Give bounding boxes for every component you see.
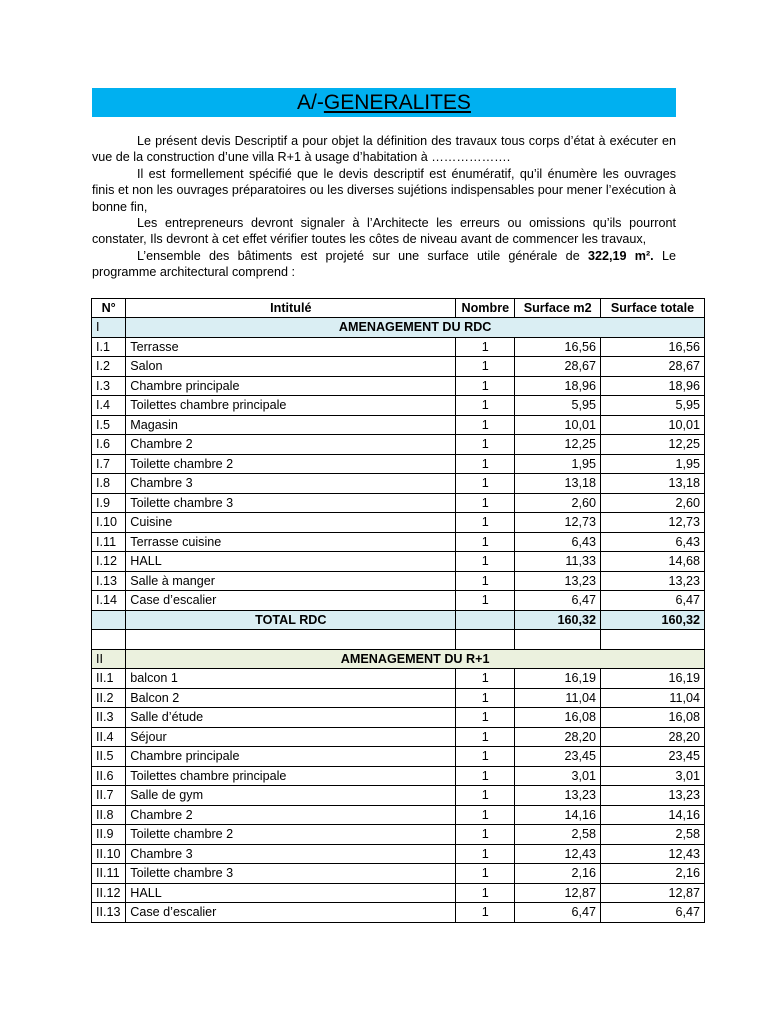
row-count: 1 bbox=[456, 883, 515, 903]
row-label: Chambre 2 bbox=[126, 435, 456, 455]
row-total: 16,19 bbox=[601, 669, 705, 689]
row-label: HALL bbox=[126, 552, 456, 572]
row-total: 16,08 bbox=[601, 708, 705, 728]
row-label: Chambre 3 bbox=[126, 844, 456, 864]
row-surface: 28,20 bbox=[515, 727, 601, 747]
row-surface: 2,58 bbox=[515, 825, 601, 845]
intro-paragraph-1: Le présent devis Descriptif a pour objet la définition des travaux tous corps d’état à exécuter en vue de la construction d’une villa R+1 à usage d’habitation à ………………. bbox=[92, 134, 676, 165]
table-row bbox=[92, 747, 705, 767]
row-num: II.6 bbox=[92, 766, 126, 786]
intro-paragraph-2: Il est formellement spécifié que le devis descriptif est énumératif, qu’il énumère les ouvrages finis et non les ouvrages préparatoires ou les diverses sujétions indispensables pour mener l’exécution à bonne fin, bbox=[92, 166, 676, 214]
table-row bbox=[92, 766, 705, 786]
row-count: 1 bbox=[456, 493, 515, 513]
row-surface: 16,56 bbox=[515, 337, 601, 357]
row-count: 1 bbox=[456, 688, 515, 708]
row-num: II.7 bbox=[92, 786, 126, 806]
row-total: 12,25 bbox=[601, 435, 705, 455]
header-total: Surface totale bbox=[601, 299, 705, 318]
row-count: 1 bbox=[456, 357, 515, 377]
row-num: II.4 bbox=[92, 727, 126, 747]
row-total: 13,18 bbox=[601, 474, 705, 494]
row-label: Cuisine bbox=[126, 513, 456, 533]
row-surface: 14,16 bbox=[515, 805, 601, 825]
row-count: 1 bbox=[456, 864, 515, 884]
row-surface: 13,23 bbox=[515, 786, 601, 806]
row-num: I.6 bbox=[92, 435, 126, 455]
row-total: 6,43 bbox=[601, 532, 705, 552]
total-empty-cell bbox=[92, 610, 126, 630]
row-label: Toilette chambre 3 bbox=[126, 864, 456, 884]
row-surface: 2,16 bbox=[515, 864, 601, 884]
row-num: I.10 bbox=[92, 513, 126, 533]
row-label: Salle à manger bbox=[126, 571, 456, 591]
row-count: 1 bbox=[456, 454, 515, 474]
table-row bbox=[92, 474, 705, 494]
row-count: 1 bbox=[456, 376, 515, 396]
table-row bbox=[92, 337, 705, 357]
total-total: 160,32 bbox=[601, 610, 705, 630]
row-label: Balcon 2 bbox=[126, 688, 456, 708]
row-num: II.9 bbox=[92, 825, 126, 845]
table-row bbox=[92, 669, 705, 689]
row-total: 5,95 bbox=[601, 396, 705, 416]
row-total: 14,16 bbox=[601, 805, 705, 825]
row-label: Salle d’étude bbox=[126, 708, 456, 728]
row-num: II.8 bbox=[92, 805, 126, 825]
table-row bbox=[92, 532, 705, 552]
section-num: II bbox=[92, 649, 126, 669]
row-num: II.5 bbox=[92, 747, 126, 767]
total-label: TOTAL RDC bbox=[126, 610, 456, 630]
row-label: Case d’escalier bbox=[126, 903, 456, 923]
row-total: 11,04 bbox=[601, 688, 705, 708]
row-total: 28,67 bbox=[601, 357, 705, 377]
table-row bbox=[92, 727, 705, 747]
row-label: Séjour bbox=[126, 727, 456, 747]
row-count: 1 bbox=[456, 513, 515, 533]
row-label: Toilettes chambre principale bbox=[126, 766, 456, 786]
table-row bbox=[92, 357, 705, 377]
r1-section bbox=[92, 649, 705, 922]
row-surface: 12,73 bbox=[515, 513, 601, 533]
row-total: 2,58 bbox=[601, 825, 705, 845]
row-num: II.12 bbox=[92, 883, 126, 903]
row-count: 1 bbox=[456, 727, 515, 747]
row-label: Toilette chambre 2 bbox=[126, 454, 456, 474]
row-surface: 1,95 bbox=[515, 454, 601, 474]
spacer-row bbox=[92, 630, 705, 650]
row-surface: 10,01 bbox=[515, 415, 601, 435]
table-row bbox=[92, 552, 705, 572]
row-count: 1 bbox=[456, 766, 515, 786]
row-num: I.12 bbox=[92, 552, 126, 572]
table-row bbox=[92, 786, 705, 806]
header-count: Nombre bbox=[456, 299, 515, 318]
row-count: 1 bbox=[456, 747, 515, 767]
row-label: Terrasse cuisine bbox=[126, 532, 456, 552]
table-row bbox=[92, 435, 705, 455]
table-row bbox=[92, 591, 705, 611]
row-label: Magasin bbox=[126, 415, 456, 435]
row-num: I.14 bbox=[92, 591, 126, 611]
row-label: Chambre 2 bbox=[126, 805, 456, 825]
row-count: 1 bbox=[456, 396, 515, 416]
rdc-total-section bbox=[92, 610, 705, 649]
row-num: I.7 bbox=[92, 454, 126, 474]
row-count: 1 bbox=[456, 786, 515, 806]
row-label: Salle de gym bbox=[126, 786, 456, 806]
table-row bbox=[92, 454, 705, 474]
row-count: 1 bbox=[456, 552, 515, 572]
row-total: 6,47 bbox=[601, 903, 705, 923]
header-surface: Surface m2 bbox=[515, 299, 601, 318]
row-label: Toilettes chambre principale bbox=[126, 396, 456, 416]
total-surface-value: 322,19 m². bbox=[587, 248, 654, 263]
intro-p4-text: L’ensemble des bâtiments est projeté sur une surface utile générale de bbox=[137, 248, 588, 263]
row-count: 1 bbox=[456, 571, 515, 591]
row-surface: 13,23 bbox=[515, 571, 601, 591]
row-surface: 16,08 bbox=[515, 708, 601, 728]
row-num: I.8 bbox=[92, 474, 126, 494]
table-row bbox=[92, 493, 705, 513]
intro-paragraph-3: Les entrepreneurs devront signaler à l’Architecte les erreurs ou omissions qu’ils pourront constater, Ils devront à cet effet vérifier toutes les côtes de niveau avant de commencer les travaux, bbox=[92, 216, 676, 247]
section-title-rdc: AMENAGEMENT DU RDC bbox=[126, 318, 705, 338]
row-surface: 12,25 bbox=[515, 435, 601, 455]
table-row bbox=[92, 805, 705, 825]
intro-paragraph-4 bbox=[92, 248, 676, 281]
row-count: 1 bbox=[456, 474, 515, 494]
row-label: Toilette chambre 2 bbox=[126, 825, 456, 845]
row-count: 1 bbox=[456, 337, 515, 357]
row-label: Chambre principale bbox=[126, 747, 456, 767]
total-surface: 160,32 bbox=[515, 610, 601, 630]
table-row bbox=[92, 903, 705, 923]
row-label: Case d’escalier bbox=[126, 591, 456, 611]
row-total: 1,95 bbox=[601, 454, 705, 474]
row-num: II.10 bbox=[92, 844, 126, 864]
table-row bbox=[92, 883, 705, 903]
row-surface: 2,60 bbox=[515, 493, 601, 513]
table-row bbox=[92, 708, 705, 728]
row-total: 2,60 bbox=[601, 493, 705, 513]
table-row bbox=[92, 396, 705, 416]
row-num: II.2 bbox=[92, 688, 126, 708]
row-surface: 6,43 bbox=[515, 532, 601, 552]
row-count: 1 bbox=[456, 669, 515, 689]
row-label: HALL bbox=[126, 883, 456, 903]
row-num: II.3 bbox=[92, 708, 126, 728]
row-total: 16,56 bbox=[601, 337, 705, 357]
row-num: I.9 bbox=[92, 493, 126, 513]
row-surface: 13,18 bbox=[515, 474, 601, 494]
row-count: 1 bbox=[456, 844, 515, 864]
row-surface: 5,95 bbox=[515, 396, 601, 416]
row-num: II.13 bbox=[92, 903, 126, 923]
intro-text bbox=[92, 133, 676, 281]
table-row bbox=[92, 864, 705, 884]
row-num: I.4 bbox=[92, 396, 126, 416]
row-surface: 6,47 bbox=[515, 591, 601, 611]
row-surface: 12,87 bbox=[515, 883, 601, 903]
row-total: 13,23 bbox=[601, 571, 705, 591]
row-total: 10,01 bbox=[601, 415, 705, 435]
total-row-rdc bbox=[92, 610, 705, 630]
table-row bbox=[92, 415, 705, 435]
row-total: 3,01 bbox=[601, 766, 705, 786]
row-num: I.13 bbox=[92, 571, 126, 591]
row-surface: 18,96 bbox=[515, 376, 601, 396]
table-header-row bbox=[92, 299, 705, 318]
row-num: II.1 bbox=[92, 669, 126, 689]
row-label: Terrasse bbox=[126, 337, 456, 357]
table-row bbox=[92, 376, 705, 396]
table-row bbox=[92, 844, 705, 864]
row-count: 1 bbox=[456, 415, 515, 435]
header-label: Intitulé bbox=[126, 299, 456, 318]
row-num: I.11 bbox=[92, 532, 126, 552]
row-surface: 28,67 bbox=[515, 357, 601, 377]
row-num: II.11 bbox=[92, 864, 126, 884]
row-num: I.3 bbox=[92, 376, 126, 396]
total-empty-count bbox=[456, 610, 515, 630]
row-label: Toilette chambre 3 bbox=[126, 493, 456, 513]
section-title-prefix: A/- bbox=[297, 91, 324, 114]
table-row bbox=[92, 825, 705, 845]
row-count: 1 bbox=[456, 903, 515, 923]
intro-p4-end: Le programme architectural comprend : bbox=[92, 248, 676, 280]
table-row bbox=[92, 513, 705, 533]
row-surface: 11,33 bbox=[515, 552, 601, 572]
row-surface: 23,45 bbox=[515, 747, 601, 767]
row-count: 1 bbox=[456, 532, 515, 552]
row-total: 12,87 bbox=[601, 883, 705, 903]
row-num: I.2 bbox=[92, 357, 126, 377]
row-total: 12,73 bbox=[601, 513, 705, 533]
row-total: 14,68 bbox=[601, 552, 705, 572]
row-label: Chambre principale bbox=[126, 376, 456, 396]
header-num: N° bbox=[92, 299, 126, 318]
row-num: I.1 bbox=[92, 337, 126, 357]
row-num: I.5 bbox=[92, 415, 126, 435]
section-title bbox=[92, 88, 676, 117]
row-total: 12,43 bbox=[601, 844, 705, 864]
table-row bbox=[92, 571, 705, 591]
row-label: Salon bbox=[126, 357, 456, 377]
section-num: I bbox=[92, 318, 126, 338]
row-surface: 16,19 bbox=[515, 669, 601, 689]
row-label: balcon 1 bbox=[126, 669, 456, 689]
row-count: 1 bbox=[456, 825, 515, 845]
section-title-main: GENERALITES bbox=[323, 91, 471, 114]
row-count: 1 bbox=[456, 708, 515, 728]
row-surface: 6,47 bbox=[515, 903, 601, 923]
row-surface: 11,04 bbox=[515, 688, 601, 708]
rdc-section bbox=[92, 318, 705, 611]
row-total: 23,45 bbox=[601, 747, 705, 767]
row-total: 13,23 bbox=[601, 786, 705, 806]
row-count: 1 bbox=[456, 591, 515, 611]
row-total: 6,47 bbox=[601, 591, 705, 611]
row-count: 1 bbox=[456, 805, 515, 825]
section-title-r1: AMENAGEMENT DU R+1 bbox=[126, 649, 705, 669]
row-count: 1 bbox=[456, 435, 515, 455]
row-total: 18,96 bbox=[601, 376, 705, 396]
program-table bbox=[91, 298, 705, 923]
table-row bbox=[92, 688, 705, 708]
section-row-rdc bbox=[92, 318, 705, 338]
section-row-r1 bbox=[92, 649, 705, 669]
row-surface: 3,01 bbox=[515, 766, 601, 786]
row-surface: 12,43 bbox=[515, 844, 601, 864]
row-label: Chambre 3 bbox=[126, 474, 456, 494]
row-total: 2,16 bbox=[601, 864, 705, 884]
row-total: 28,20 bbox=[601, 727, 705, 747]
